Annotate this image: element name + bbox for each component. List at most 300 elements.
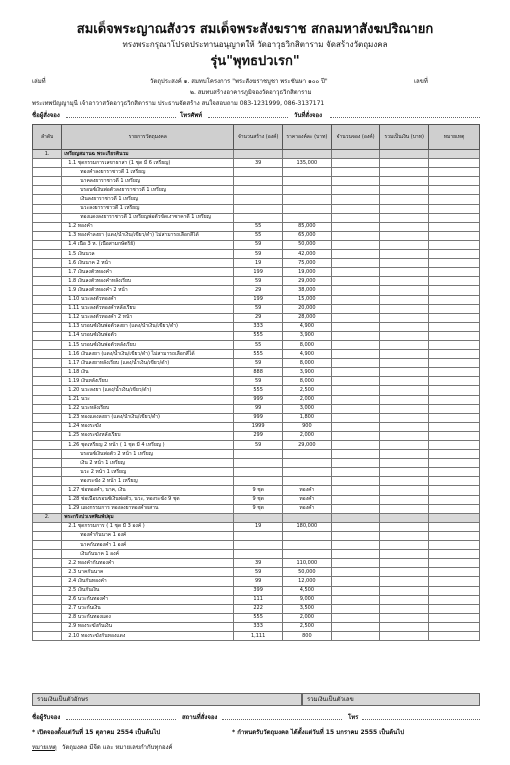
row-number-cell <box>33 168 62 177</box>
item-name-cell: บรอนซ์เงินพ่อตัว 2 หน้า 1 เหรียญ <box>62 450 234 459</box>
remark-cell[interactable] <box>429 559 480 568</box>
remark-cell[interactable] <box>429 204 480 213</box>
order-place-field[interactable] <box>222 719 342 720</box>
order-qty-cell[interactable] <box>331 613 380 622</box>
remark-cell[interactable] <box>429 504 480 513</box>
production-qty-cell: 55 <box>234 340 283 349</box>
unit-price-cell: 2,500 <box>283 622 332 631</box>
production-qty-cell: 555 <box>234 613 283 622</box>
table-row <box>33 340 480 349</box>
unit-price-cell <box>283 513 332 522</box>
item-name-cell: 1.13 บรอนซ์เงินพ่อตัวลงยา (แดง/น้ำเงิน/เขียว/ดำ) <box>62 322 234 331</box>
remark-cell[interactable] <box>429 604 480 613</box>
remark-cell[interactable] <box>429 459 480 468</box>
line-total-cell[interactable] <box>380 541 429 550</box>
order-qty-cell[interactable] <box>331 268 380 277</box>
item-name-cell: เงิน 2 หน้า 1 เหรียญ <box>62 459 234 468</box>
series-title: รุ่น"พุทธปวเรก" <box>210 54 300 69</box>
remark-cell[interactable] <box>429 577 480 586</box>
line-total-cell[interactable] <box>380 413 429 422</box>
item-name-cell: 1.6 เงินนาค 2 หน้า <box>62 259 234 268</box>
table-row <box>33 604 480 613</box>
remark-cell[interactable] <box>429 195 480 204</box>
unit-price-cell <box>283 177 332 186</box>
item-name-cell: 1.27 ช่อทองคำ, นาค, เงิน <box>62 486 234 495</box>
order-qty-cell <box>331 513 380 522</box>
order-qty-cell[interactable] <box>331 222 380 231</box>
line-total-cell[interactable] <box>380 504 429 513</box>
phone-field[interactable] <box>208 117 288 118</box>
order-date-field[interactable] <box>330 117 480 118</box>
order-qty-cell[interactable] <box>331 577 380 586</box>
unit-price-cell: 135,000 <box>283 159 332 168</box>
item-name-cell: 2.6 นวะกันทองคำ <box>62 595 234 604</box>
remark-cell[interactable] <box>429 422 480 431</box>
production-qty-cell: 199 <box>234 295 283 304</box>
production-qty-cell: 9 ชุด <box>234 486 283 495</box>
unit-price-cell: 50,000 <box>283 568 332 577</box>
line-total-cell[interactable] <box>380 240 429 249</box>
remark-cell[interactable] <box>429 350 480 359</box>
unit-price-cell <box>283 450 332 459</box>
production-qty-cell <box>234 468 283 477</box>
table-row <box>33 486 480 495</box>
line-total-cell[interactable] <box>380 350 429 359</box>
table-row <box>33 422 480 431</box>
order-qty-cell[interactable] <box>331 431 380 440</box>
order-qty-cell[interactable] <box>331 277 380 286</box>
order-qty-cell[interactable] <box>331 231 380 240</box>
production-qty-cell: 1999 <box>234 422 283 431</box>
total-in-words-box[interactable] <box>32 693 302 706</box>
line-total-cell[interactable] <box>380 604 429 613</box>
table-row <box>33 586 480 595</box>
table-row <box>33 295 480 304</box>
row-number-cell <box>33 359 62 368</box>
remark-cell[interactable] <box>429 550 480 559</box>
order-qty-cell[interactable] <box>331 604 380 613</box>
order-qty-cell[interactable] <box>331 340 380 349</box>
order-qty-cell[interactable] <box>331 422 380 431</box>
remark-cell[interactable] <box>429 586 480 595</box>
item-name-cell: 1.18 เงิน <box>62 368 234 377</box>
row-number-cell <box>33 631 62 640</box>
remark-cell[interactable] <box>429 495 480 504</box>
order-qty-cell[interactable] <box>331 504 380 513</box>
order-qty-cell[interactable] <box>331 331 380 340</box>
production-qty-cell: 888 <box>234 368 283 377</box>
remark-cell[interactable] <box>429 186 480 195</box>
unit-price-cell: 12,000 <box>283 577 332 586</box>
table-row <box>33 541 480 550</box>
order-qty-cell[interactable] <box>331 559 380 568</box>
orderer-name-field[interactable] <box>66 117 176 118</box>
item-name-cell: 1.28 ช่อเนื้อบรอนซ์เงินพ่อตัว, นวะ, ทองระฆัง 9 ชุด <box>62 495 234 504</box>
total-in-figures-box[interactable] <box>302 693 480 706</box>
table-body <box>33 150 480 641</box>
line-total-cell[interactable] <box>380 331 429 340</box>
production-qty-cell: 19 <box>234 259 283 268</box>
column-header: ลำดับ <box>33 125 62 150</box>
section-row <box>33 513 480 522</box>
order-qty-cell[interactable] <box>331 304 380 313</box>
row-number-cell <box>33 186 62 195</box>
order-qty-cell[interactable] <box>331 413 380 422</box>
production-qty-cell: 9 ชุด <box>234 495 283 504</box>
unit-price-cell: 4,900 <box>283 350 332 359</box>
remark-cell[interactable] <box>429 331 480 340</box>
table-row <box>33 213 480 222</box>
row-number-cell <box>33 213 62 222</box>
unit-price-cell: 85,000 <box>283 222 332 231</box>
production-qty-cell <box>234 541 283 550</box>
line-total-cell[interactable] <box>380 295 429 304</box>
row-number-cell <box>33 595 62 604</box>
table-row <box>33 550 480 559</box>
unit-price-cell: 75,000 <box>283 259 332 268</box>
remark-cell[interactable] <box>429 486 480 495</box>
line-total-cell[interactable] <box>380 477 429 486</box>
total-in-words-label: รวมเงินเป็นตัวอักษร <box>37 696 89 703</box>
remark-cell[interactable] <box>429 595 480 604</box>
remark-cell[interactable] <box>429 450 480 459</box>
row-number-cell <box>33 295 62 304</box>
production-qty-cell <box>234 477 283 486</box>
remark-cell[interactable] <box>429 613 480 622</box>
pickup-date-note: * กำหนดรับวัตถุมงคล ได้ตั้งแต่วันที่ 15 มกราคม 2555 เป็นต้นไป <box>232 729 405 736</box>
production-qty-cell: 99 <box>234 404 283 413</box>
order-date-label: วันที่สั่งจอง <box>294 112 323 119</box>
remark-cell[interactable] <box>429 431 480 440</box>
remark-cell <box>429 150 480 159</box>
row-number-cell <box>33 541 62 550</box>
row-number-cell <box>33 350 62 359</box>
receiver-phone-label: โทร <box>348 714 359 721</box>
order-qty-cell[interactable] <box>331 468 380 477</box>
contact-info: พระเทพปัญญามุนี เจ้าอาวาสวัดอาวุธวิกสิตาราม ประธานจัดสร้าง สนใจสอบถาม 083-1231999, 086-3137171 <box>32 100 325 107</box>
line-total-cell[interactable] <box>380 277 429 286</box>
order-qty-cell[interactable] <box>331 395 380 404</box>
remark-cell[interactable] <box>429 477 480 486</box>
line-total-cell[interactable] <box>380 250 429 259</box>
unit-price-cell: 50,000 <box>283 240 332 249</box>
remark-cell[interactable] <box>429 522 480 531</box>
order-qty-cell[interactable] <box>331 286 380 295</box>
order-qty-cell[interactable] <box>331 313 380 322</box>
production-qty-cell: 99 <box>234 577 283 586</box>
item-name-cell: ทองระฆัง 2 หน้า 1 เหรียญ <box>62 477 234 486</box>
book-number-label: เล่มที่ <box>32 78 46 85</box>
unit-price-cell: 3,900 <box>283 368 332 377</box>
production-qty-cell: 29 <box>234 286 283 295</box>
production-qty-cell: 222 <box>234 604 283 613</box>
production-qty-cell: 999 <box>234 395 283 404</box>
table-row <box>33 413 480 422</box>
remark-cell[interactable] <box>429 213 480 222</box>
item-name-cell: พระกริ่งปวเรศพิมพ์ปฐุม <box>62 513 234 522</box>
remark-cell[interactable] <box>429 313 480 322</box>
order-qty-cell[interactable] <box>331 386 380 395</box>
line-total-cell[interactable] <box>380 486 429 495</box>
item-name-cell: 1.29 แผงกรรมการ ทองลงยาทองคำผสาน <box>62 504 234 513</box>
production-qty-cell <box>234 177 283 186</box>
line-total-cell[interactable] <box>380 286 429 295</box>
row-number-cell <box>33 504 62 513</box>
table-row <box>33 450 480 459</box>
production-qty-cell: 59 <box>234 240 283 249</box>
order-qty-cell[interactable] <box>331 404 380 413</box>
line-total-cell[interactable] <box>380 204 429 213</box>
line-total-cell[interactable] <box>380 450 429 459</box>
row-number-cell <box>33 204 62 213</box>
item-name-cell: 2.2 ทองคำกันทองคำ <box>62 559 234 568</box>
order-qty-cell[interactable] <box>331 486 380 495</box>
remark-cell[interactable] <box>429 268 480 277</box>
production-qty-cell: 1,111 <box>234 631 283 640</box>
item-name-cell: 2.4 เงินกันทองคำ <box>62 577 234 586</box>
line-total-cell[interactable] <box>380 268 429 277</box>
order-qty-cell[interactable] <box>331 568 380 577</box>
table-row <box>33 204 480 213</box>
line-total-cell[interactable] <box>380 322 429 331</box>
line-total-cell[interactable] <box>380 422 429 431</box>
production-qty-cell: 59 <box>234 250 283 259</box>
item-name-cell: บรอนซ์เงินพ่อตัวลงยาราชาวดี 1 เหรียญ <box>62 186 234 195</box>
line-total-cell[interactable] <box>380 304 429 313</box>
remark-cell[interactable] <box>429 286 480 295</box>
line-total-cell[interactable] <box>380 177 429 186</box>
line-total-cell[interactable] <box>380 631 429 640</box>
line-total-cell[interactable] <box>380 522 429 531</box>
order-qty-cell[interactable] <box>331 586 380 595</box>
remark-cell[interactable] <box>429 359 480 368</box>
order-qty-cell[interactable] <box>331 377 380 386</box>
production-qty-cell: 555 <box>234 350 283 359</box>
unit-price-cell: 8,000 <box>283 377 332 386</box>
line-total-cell[interactable] <box>380 313 429 322</box>
unit-price-cell: 1,800 <box>283 413 332 422</box>
order-qty-cell[interactable] <box>331 368 380 377</box>
line-total-cell[interactable] <box>380 622 429 631</box>
line-total-cell[interactable] <box>380 559 429 568</box>
items-table <box>32 124 480 641</box>
production-qty-cell <box>234 531 283 540</box>
production-qty-cell: 9 ชุด <box>234 504 283 513</box>
line-total-cell[interactable] <box>380 231 429 240</box>
line-total-cell[interactable] <box>380 550 429 559</box>
remark-cell[interactable] <box>429 468 480 477</box>
line-total-cell[interactable] <box>380 195 429 204</box>
remark-cell[interactable] <box>429 304 480 313</box>
line-total-cell[interactable] <box>380 386 429 395</box>
line-total-cell[interactable] <box>380 377 429 386</box>
table-row <box>33 177 480 186</box>
table-row <box>33 522 480 531</box>
line-total-cell[interactable] <box>380 359 429 368</box>
production-qty-cell <box>234 186 283 195</box>
production-qty-cell: 333 <box>234 322 283 331</box>
order-qty-cell[interactable] <box>331 359 380 368</box>
remark-cell[interactable] <box>429 250 480 259</box>
order-qty-cell[interactable] <box>331 477 380 486</box>
line-total-cell[interactable] <box>380 404 429 413</box>
item-name-cell: 1.15 บรอนซ์เงินพ่อตัวหลังเรียบ <box>62 340 234 349</box>
remark-cell[interactable] <box>429 622 480 631</box>
row-number-cell <box>33 159 62 168</box>
item-name-cell: 1.16 เงินลงยา (แดง/น้ำเงิน/เขียว/ดำ) ไม่สามารถเลือกสีได้ <box>62 350 234 359</box>
production-qty-cell: 111 <box>234 595 283 604</box>
remark-cell[interactable] <box>429 340 480 349</box>
line-total-cell[interactable] <box>380 213 429 222</box>
unit-price-cell: 20,000 <box>283 304 332 313</box>
line-total-cell[interactable] <box>380 568 429 577</box>
order-qty-cell[interactable] <box>331 259 380 268</box>
order-qty-cell[interactable] <box>331 159 380 168</box>
production-qty-cell <box>234 204 283 213</box>
table-row <box>33 386 480 395</box>
line-total-cell[interactable] <box>380 340 429 349</box>
production-qty-cell: 55 <box>234 231 283 240</box>
line-total-cell[interactable] <box>380 186 429 195</box>
remark-cell[interactable] <box>429 386 480 395</box>
order-qty-cell[interactable] <box>331 550 380 559</box>
line-total-cell[interactable] <box>380 168 429 177</box>
order-qty-cell[interactable] <box>331 459 380 468</box>
order-qty-cell[interactable] <box>331 240 380 249</box>
line-total-cell[interactable] <box>380 531 429 540</box>
order-qty-cell[interactable] <box>331 204 380 213</box>
order-qty-cell[interactable] <box>331 213 380 222</box>
order-qty-cell[interactable] <box>331 168 380 177</box>
item-name-cell: 1.21 นวะ <box>62 395 234 404</box>
row-number-cell <box>33 404 62 413</box>
production-qty-cell: 199 <box>234 268 283 277</box>
remark-cell[interactable] <box>429 322 480 331</box>
order-qty-cell[interactable] <box>331 177 380 186</box>
item-name-cell: ทองแดงลงยาราชาวดี 1 เหรียญพ่อตัวขัดเงาซาคาดี 1 เหรียญ <box>62 213 234 222</box>
remark-cell[interactable] <box>429 168 480 177</box>
line-total-cell[interactable] <box>380 441 429 450</box>
line-total-cell[interactable] <box>380 586 429 595</box>
line-total-cell[interactable] <box>380 613 429 622</box>
item-name-cell: 2.8 นวะกันทองแดง <box>62 613 234 622</box>
line-total-cell <box>380 150 429 159</box>
line-total-cell[interactable] <box>380 368 429 377</box>
item-name-cell: นวะ 2 หน้า 1 เหรียญ <box>62 468 234 477</box>
remark-cell[interactable] <box>429 368 480 377</box>
order-qty-cell[interactable] <box>331 531 380 540</box>
line-total-cell[interactable] <box>380 495 429 504</box>
remark-cell[interactable] <box>429 395 480 404</box>
order-qty-cell[interactable] <box>331 522 380 531</box>
phone-label: โทรศัพท์ <box>180 112 203 119</box>
item-name-cell: 1.9 เงินลงตัวทองคำ 2 หน้า <box>62 286 234 295</box>
line-total-cell[interactable] <box>380 159 429 168</box>
item-name-cell: 2.3 นาคกันนาค <box>62 568 234 577</box>
row-number-cell <box>33 441 62 450</box>
order-qty-cell[interactable] <box>331 195 380 204</box>
unit-price-cell <box>283 195 332 204</box>
order-qty-cell[interactable] <box>331 450 380 459</box>
order-qty-cell[interactable] <box>331 441 380 450</box>
order-qty-cell[interactable] <box>331 631 380 640</box>
item-name-cell: 1.25 ทองระฆังหลังเรียบ <box>62 431 234 440</box>
line-total-cell[interactable] <box>380 259 429 268</box>
remark-cell[interactable] <box>429 159 480 168</box>
item-name-cell: เงินลงยาราชาวดี 1 เหรียญ <box>62 195 234 204</box>
production-qty-cell: 59 <box>234 441 283 450</box>
item-name-cell: 2.7 นวะกันเงิน <box>62 604 234 613</box>
item-name-cell: เหรียญสมานฉ พระเกียรตินวม <box>62 150 234 159</box>
production-qty-cell <box>234 450 283 459</box>
row-number-cell <box>33 250 62 259</box>
order-qty-cell[interactable] <box>331 595 380 604</box>
line-total-cell[interactable] <box>380 577 429 586</box>
remark-cell[interactable] <box>429 631 480 640</box>
row-number-cell <box>33 431 62 440</box>
order-qty-cell[interactable] <box>331 622 380 631</box>
item-name-cell: 1.23 ทองแดงลงยา (แดง/น้ำเงิน/เขียว/ดำ) <box>62 413 234 422</box>
remark-cell[interactable] <box>429 231 480 240</box>
receiver-name-field[interactable] <box>66 719 176 720</box>
order-qty-cell[interactable] <box>331 322 380 331</box>
unit-price-cell <box>283 531 332 540</box>
item-name-cell: 1.12 นวะลงตัวทองคำ 2 หน้า <box>62 313 234 322</box>
remark-cell[interactable] <box>429 240 480 249</box>
remark-cell[interactable] <box>429 404 480 413</box>
item-name-cell: 2.9 ทองระฆังกันเงิน <box>62 622 234 631</box>
remark-cell[interactable] <box>429 222 480 231</box>
remark-cell[interactable] <box>429 413 480 422</box>
item-name-cell: 1.17 เงินลงยาหลังเรียบ (แดง/น้ำเงิน/เขียว/ดำ) <box>62 359 234 368</box>
line-total-cell[interactable] <box>380 431 429 440</box>
remark-cell[interactable] <box>429 177 480 186</box>
line-total-cell[interactable] <box>380 222 429 231</box>
order-qty-cell[interactable] <box>331 495 380 504</box>
unit-price-cell <box>283 186 332 195</box>
production-qty-cell: 59 <box>234 277 283 286</box>
order-qty-cell[interactable] <box>331 295 380 304</box>
table-row <box>33 559 480 568</box>
production-qty-cell: 19 <box>234 522 283 531</box>
order-qty-cell[interactable] <box>331 541 380 550</box>
receiver-phone-field[interactable] <box>362 719 480 720</box>
opening-date-note: * เปิดจองตั้งแต่วันที่ 15 ตุลาคม 2554 เป็นต้นไป <box>32 729 161 736</box>
remark-cell[interactable] <box>429 295 480 304</box>
remark-cell[interactable] <box>429 441 480 450</box>
remark-cell[interactable] <box>429 377 480 386</box>
item-name-cell: 1.20 นวะลงยา (แดง/น้ำเงิน/เขียว/ดำ) <box>62 386 234 395</box>
order-qty-cell[interactable] <box>331 350 380 359</box>
remark-cell[interactable] <box>429 541 480 550</box>
remark-cell[interactable] <box>429 531 480 540</box>
remark-cell[interactable] <box>429 259 480 268</box>
line-total-cell[interactable] <box>380 395 429 404</box>
production-qty-cell <box>234 168 283 177</box>
receiver-name-label: ชื่อผู้รับจอง <box>32 714 61 721</box>
line-total-cell[interactable] <box>380 459 429 468</box>
remark-cell[interactable] <box>429 277 480 286</box>
line-total-cell[interactable] <box>380 468 429 477</box>
production-qty-cell <box>234 150 283 159</box>
item-name-cell: 1.3 ทองคำลงยา (แดง/น้ำเงิน/เขียว/ดำ) ไม่สามารถเลือกสีได้ <box>62 231 234 240</box>
order-qty-cell[interactable] <box>331 250 380 259</box>
row-number-cell <box>33 495 62 504</box>
line-total-cell[interactable] <box>380 595 429 604</box>
order-qty-cell[interactable] <box>331 186 380 195</box>
row-number-cell <box>33 286 62 295</box>
remark-cell[interactable] <box>429 568 480 577</box>
